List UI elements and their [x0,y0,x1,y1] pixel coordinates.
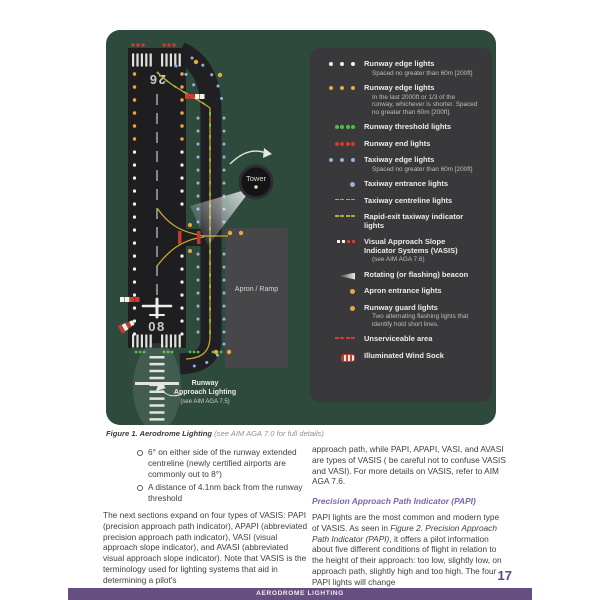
figure-caption [106,429,324,438]
runway-number-08: 08 [148,319,166,334]
end-lights-swatch [324,142,364,146]
bullet-list [103,447,308,504]
svg-text:Approach Lighting: Approach Lighting [173,389,237,396]
legend-item-runway-edge-white: Runway edge lights Spaced no greater than 60m [200ft] [324,60,478,77]
right-paragraph-1: approach path, while PAPI, APAPI, VASI, and AVASI are types of VASIS ( be careful not to confuse VASIS and VASI). For more details on VASIS, refer to AIM AGA 7.6. [312,444,506,487]
legend-item-unserviceable: Unserviceable area [324,335,478,345]
unserviceable-swatch [324,337,364,339]
legend-item-beacon: Rotating (or flashing) beacon [324,271,478,281]
legend-item-guard-lights: Runway guard lights Two alternating flashing lights that identify hold short lines. [324,304,478,329]
tower [230,148,272,198]
apron-label: Apron / Ramp [234,286,279,293]
legend-item-apron-entrance: Apron entrance lights [324,287,478,297]
taxiway-centreline-swatch [324,199,364,201]
bullet-item: 6° on either side of the runway extended centreline (newly certified airports are commonly out to 8°) [137,447,308,479]
svg-text:Runway: Runway [191,380,219,387]
runway-number-26: 26 [148,72,166,87]
figure-caption-title: Figure 1. Aerodrome Lighting [106,429,213,438]
guard-lights-swatch [324,306,364,311]
taxiway-entrance-swatch [324,182,364,187]
legend-item-rapid-exit: Rapid-exit taxiway indicator lights [324,213,478,231]
runway-edge-amber-swatch [324,86,364,90]
runway-edge-white-swatch [324,62,364,66]
legend-item-windsock: Illuminated Wind Sock [324,352,478,362]
bullet-item: A distance of 4.1nm back from the runway threshold [137,482,308,504]
approach-lighting [133,343,181,425]
papi-subheading: Precision Approach Path Indicator (PAPI) [312,496,476,507]
footer-bar: AERODROME LIGHTING [68,588,532,600]
left-column [103,447,308,592]
beacon-light [254,185,258,189]
svg-text:(see AIM AGA 7.5): (see AIM AGA 7.5) [180,399,230,405]
figure-panel [106,30,496,425]
legend-panel [310,48,492,402]
right-paragraph-2: PAPI lights are the most common and modern type of VASIS. As seen in Figure 2. Precision Approach Path Indicator (PAPI), it offers a pilot information about five different conditions of flight in relation to the height of their approach: too low, slightly low, on approach path, slightly high and too high. The four PAPI lights will change [312,511,502,587]
page-number: 17 [497,568,512,583]
rotation-arrow [230,151,266,164]
legend-item-threshold: Runway threshold lights [324,123,478,133]
legend-item-end-lights: Runway end lights [324,140,478,150]
taxiway-edge-swatch [324,158,364,162]
vasis-swatch [324,240,364,243]
tower-label: Tower [245,174,267,183]
left-paragraph: The next sections expand on four types of VASIS: PAPI (precision approach path indicator), APAPI (abbreviated precision approach path indicator), VASI (visual approach slope indicator), and AVASI (abbreviated visual approach slope indicator). Note that VASIS is the terminology used for lighting systems that aid in determining a pilot's [103,509,308,585]
figure-2-reference: Figure 2. Precision Approach Path Indicator (PAPI) [312,522,497,544]
beacon-icon [324,273,364,280]
rapid-exit-swatch [324,215,364,217]
apron-area [225,228,288,368]
windsock-legend-icon [324,354,364,362]
legend-item-vasis: Visual Approach Slope Indicator Systems (VASIS) (see AIM AGA 7.6) [324,238,478,264]
legend-item-taxiway-entrance: Taxiway entrance lights [324,180,478,190]
figure-caption-note: (see AIM AGA 7.0 for full details) [212,429,324,438]
threshold-lights-swatch [324,125,364,129]
legend-item-taxiway-edge: Taxiway edge lights Spaced no greater than 60m [200ft] [324,156,478,173]
legend-item-taxiway-centreline: Taxiway centreline lights [324,197,478,207]
apron-entrance-swatch [324,289,364,294]
legend-item-runway-edge-amber: Runway edge lights In the last 2000ft or 1/3 of the runway, whichever is shorter. Spaced no greater than 60m [200ft]. [324,84,478,116]
